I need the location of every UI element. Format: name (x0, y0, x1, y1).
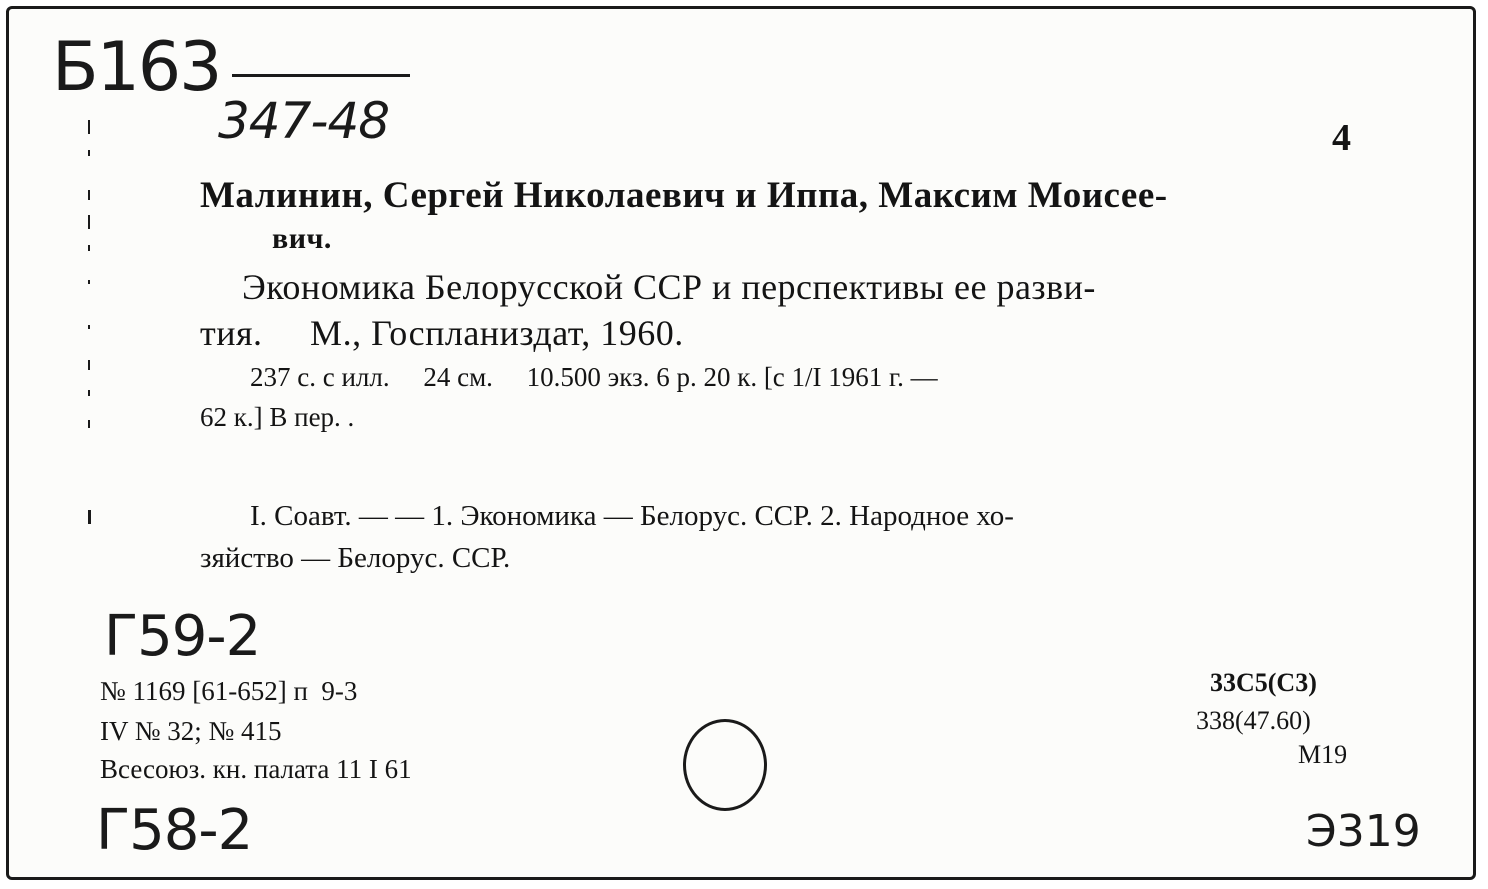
author-line-1: Малинин, Сергей Николаевич и Иппа, Максим Моисее- (200, 175, 1168, 216)
title-line-1: Экономика Белорусской ССР и перспективы ее разви- (242, 267, 1096, 307)
call-number-underline (232, 74, 410, 77)
classification-line-3: M19 (1298, 740, 1348, 769)
classification-line-2: 338(47.60) (1196, 706, 1311, 735)
description-line-1: 237 с. с илл. 24 см. 10.500 экз. 6 р. 20 к. [с 1/I 1961 г. — (250, 362, 938, 392)
punch-hole (683, 719, 767, 811)
handwritten-shelf-mark-2: Г58-2 (96, 798, 253, 863)
author-line-2: вич. (272, 222, 332, 255)
subjects-line-2: зяйство — Белорус. ССР. (200, 542, 511, 574)
card-number: 4 (1332, 117, 1351, 159)
record-line-2: IV № 32; № 415 (100, 716, 282, 746)
classification-line-1: 33C5(C3) (1210, 668, 1317, 697)
call-number-sub-handwritten: 347-48 (218, 92, 390, 150)
title-line-2: тия. М., Госпланиздат, 1960. (200, 313, 684, 353)
record-line-3: Всесоюз. кн. палата 11 I 61 (100, 754, 412, 784)
call-number-handwritten: Б163 (52, 28, 221, 107)
handwritten-corner-number: Э319 (1306, 806, 1421, 857)
description-line-2: 62 к.] В пер. . (200, 402, 355, 432)
margin-dots (82, 120, 96, 540)
record-line-1: № 1169 [61-652] п 9-3 (100, 676, 358, 706)
subjects-line-1: I. Соавт. — — 1. Экономика — Белорус. ССР. 2. Народное хо- (250, 500, 1014, 532)
handwritten-shelf-mark: Г59-2 (104, 604, 261, 669)
